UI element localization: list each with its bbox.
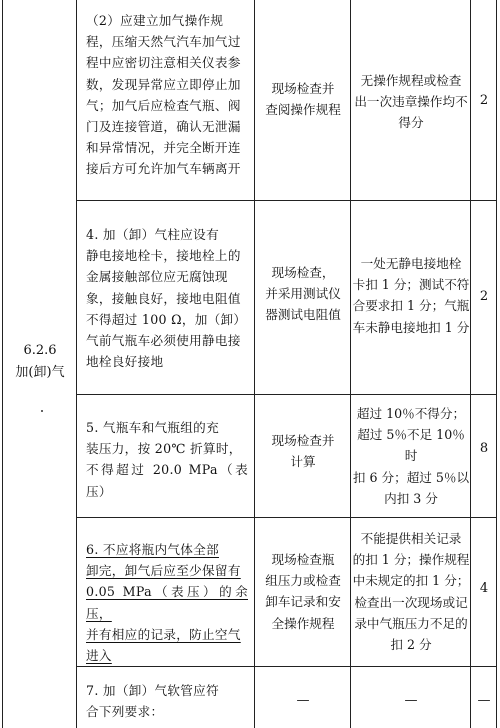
- column-divider: [254, 0, 255, 728]
- row-1-requirement: （2）应建立加气操作规 程，压缩天然气汽车加气过 程中应密切注意相关仪表参 数，发现异常应立即停止加 气；加气后应检查气瓶、阀 门及连接管道，确认无泄漏 和异常情况，并完全断开连 接后方可允许加气车辆离开: [86, 13, 241, 177]
- row-divider: [76, 200, 497, 201]
- row-divider: [76, 517, 497, 518]
- row-2-requirement: 4. 加（卸）气柱应设有 静电接地栓卡，接地栓上的 金属接触部位应无腐蚀现 象，接触良好，接地电阻值 不得超过 100 Ω，加（卸） 气前气瓶车必须使用静电接 地栓良好接地: [86, 227, 247, 370]
- row-divider: [76, 394, 497, 395]
- section-id: 6.2.6: [23, 343, 57, 358]
- row-3-method: 现场检查并 计算: [271, 433, 335, 470]
- row-4-method: 现场检查瓶 组压力或检查 卸车记录和安 全操作规程: [265, 552, 341, 631]
- column-divider: [76, 0, 77, 728]
- row-4-points: 4: [479, 581, 489, 596]
- row-2-points: 2: [479, 289, 489, 304]
- column-divider: [350, 0, 351, 728]
- row-3-points: 8: [479, 441, 489, 456]
- row-5-points: —: [477, 693, 491, 708]
- row-1-points: 2: [479, 93, 489, 108]
- scan-speck: [41, 410, 43, 412]
- table-border-right: [496, 0, 497, 728]
- section-label: [4, 340, 76, 384]
- column-divider: [470, 0, 471, 728]
- table-border-left: [2, 0, 3, 728]
- row-2-method: 现场检查， 并采用测试仪 器测试电阻值: [265, 265, 341, 323]
- section-title: 加(卸)气: [15, 365, 65, 380]
- row-3-scoring: 超过 10％不得分； 超过 5％不足 10％时 扣 6 分；超过 5％以 内扣 3 分: [352, 406, 470, 506]
- row-5-requirement: 7. 加（卸）气软管应符 合下列要求：: [86, 683, 219, 720]
- row-4-requirement: 6. 不应将瓶内气体全部 卸完，卸气后应至少保留有 0.05 MPa（表压）的余压， 并有相应的记录，防止空气 进入: [86, 542, 248, 664]
- row-1-method: 现场检查并 查阅操作规程: [265, 81, 341, 118]
- row-3-requirement: 5. 气瓶车和气瓶组的充 装压力，按 20℃ 折算时， 不得超过 20.0 MPa（表压）: [86, 420, 248, 499]
- row-5-method: —: [296, 693, 310, 708]
- row-4-scoring: 不能提供相关记录 的扣 1 分；操作规程 中未规定的扣 1 分； 检查出一次现场或记 录中气瓶压力不足的 扣 2 分: [352, 531, 470, 653]
- row-1-scoring: 无操作规程或检查 出一次违章操作均不 得分: [354, 73, 468, 131]
- row-2-scoring: 一处无静电接地栓 卡扣 1 分；测试不符 合要求扣 1 分；气瓶 车未静电接地扣 1 分: [352, 256, 470, 335]
- row-5-scoring: —: [404, 693, 418, 708]
